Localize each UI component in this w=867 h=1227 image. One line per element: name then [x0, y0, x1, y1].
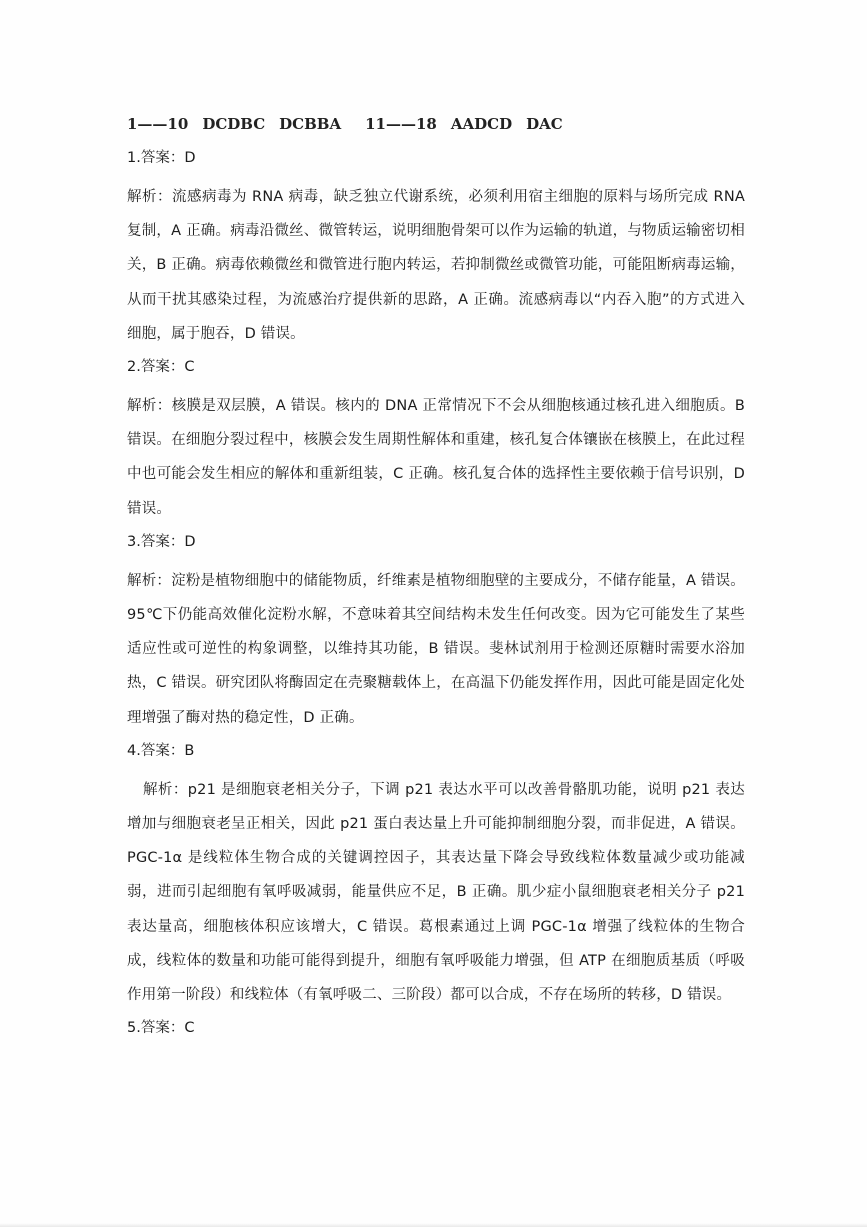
summary-answers-16-18: DAC — [526, 115, 563, 133]
question-4 — [127, 739, 745, 1012]
answer-4: 4.答案：B — [127, 742, 195, 759]
answer-key-content — [127, 112, 745, 1050]
answer-2: 2.答案：C — [127, 359, 195, 376]
analysis-2: 解析：核膜是双层膜，A 错误。核内的 DNA 正常情况下不会从细胞核通过核孔进入细胞质。B 错误。在细胞分裂过程中，核膜会发生周期性解体和重建，核孔复合体镶嵌在核膜上，在此过程中也可能会发生相应的解体和重新组装，C 正确。核孔复合体的选择性主要依赖于信号识别，D 错误。 — [127, 398, 745, 517]
question-2 — [127, 355, 745, 526]
analysis-3: 解析：淀粉是植物细胞中的储能物质，纤维素是植物细胞壁的主要成分，不储存能量，A 错误。95℃下仍能高效催化淀粉水解，不意味着其空间结构未发生任何改变。因为它可能发生了某些适应性或可逆性的构象调整，以维持其功能，B 错误。斐林试剂用于检测还原糖时需要水浴加热，C 错误。研究团队将酶固定在壳聚糖载体上，在高温下仍能发挥作用，因此可能是固定化处理增强了酶对热的稳定性，D 正确。 — [127, 572, 745, 726]
question-5 — [127, 1016, 745, 1040]
question-1 — [127, 146, 745, 351]
summary-range-11-18: 11——18 — [365, 115, 437, 133]
analysis-1: 解析：流感病毒为 RNA 病毒，缺乏独立代谢系统，必须利用宿主细胞的原料与场所完成 RNA 复制，A 正确。病毒沿微丝、微管转运，说明细胞骨架可以作为运输的轨道，与物质运输密切相关，B 正确。病毒依赖微丝和微管进行胞内转运，若抑制微丝或微管功能，可能阻断病毒运输，从而干扰其感染过程，为流感治疗提供新的思路，A 正确。流感病毒以“内吞入胞”的方式进入细胞，属于胞吞，D 错误。 — [127, 189, 745, 342]
summary-range-1-10: 1——10 — [127, 115, 189, 133]
answer-3: 3.答案：D — [127, 533, 196, 550]
answer-5: 5.答案：C — [127, 1020, 195, 1037]
page-bottom-edge — [0, 1223, 867, 1227]
summary-answers-11-15: AADCD — [450, 115, 513, 133]
answer-summary-line — [127, 112, 745, 136]
question-3 — [127, 530, 745, 735]
answer-1: 1.答案：D — [127, 150, 196, 166]
analysis-4: 解析：p21 是细胞衰老相关分子，下调 p21 表达水平可以改善骨骼肌功能，说明 p21 表达增加与细胞衰老呈正相关，因此 p21 蛋白表达量上升可能抑制细胞分裂，而非促进，A 错误。PGC-1α 是线粒体生物合成的关键调控因子，其表达量下降会导致线粒体数量减少或功能减弱，进而引起细胞有氧呼吸减弱，能量供应不足，B 正确。肌少症小鼠细胞衰老相关分子 p21 表达量高，细胞核体积应该增大，C 错误。葛根素通过上调 PGC-1α 增强了线粒体的生物合成，线粒体的数量和功能可能得到提升，细胞有氧呼吸能力增强，但 ATP 在细胞质基质（呼吸作用第一阶段）和线粒体（有氧呼吸二、三阶段）都可以合成，不存在场所的转移，D 错误。 — [127, 781, 745, 1004]
summary-answers-1-5: DCDBC — [202, 115, 266, 133]
summary-answers-6-10: DCBBA — [279, 115, 342, 133]
